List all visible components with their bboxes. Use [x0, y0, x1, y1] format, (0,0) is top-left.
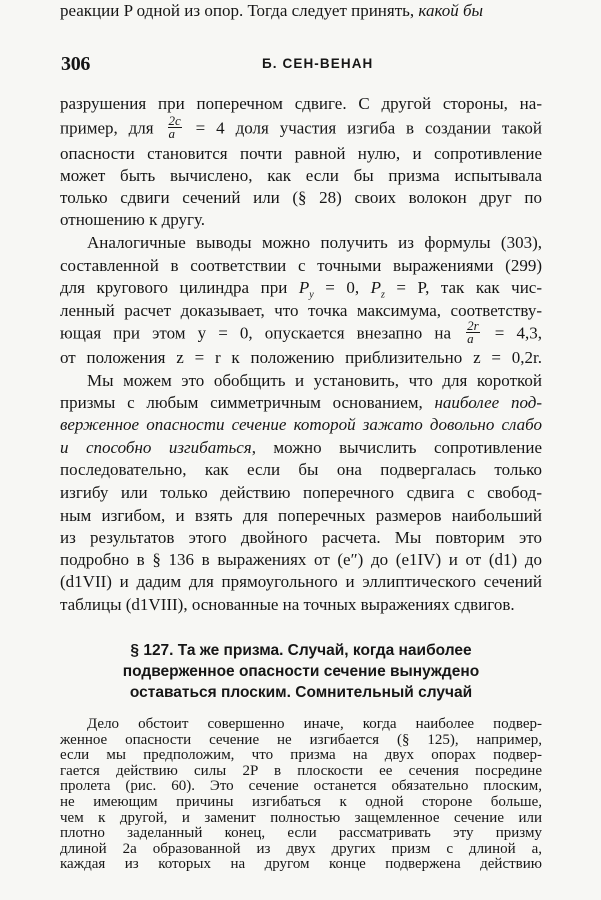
text-line: составленной в соответствии с точными выражениями (299): [60, 256, 542, 275]
text-line: гается действию силы 2P в плоскости ее сечения посредине: [60, 762, 542, 779]
text-fragment: ющая при этом y = 0, опускается внезапно на: [60, 323, 464, 343]
text-fragment: пример, для: [60, 118, 165, 138]
fraction-numerator: 2r: [467, 318, 479, 333]
text-line: последовательно, как если бы она подвергалась только: [60, 460, 542, 479]
text-line: таблицы (d1VIII), основанные на точных выражениях сдвигов.: [60, 595, 515, 614]
text-line: отношению к другу.: [60, 210, 206, 229]
math-subscript: z: [380, 289, 385, 301]
text-line: Мы можем это обобщить и установить, что для короткой: [87, 371, 542, 390]
text-line: из результатов этого двойного расчета. Мы повторим это: [60, 528, 542, 547]
italic-text: какой бы: [418, 1, 484, 20]
fraction-denominator: a: [168, 126, 175, 141]
text-line: если мы предположим, что призма на двух опорах подвер-: [60, 747, 542, 764]
text-line: [60, 437, 542, 459]
text-line: пролета (рис. 60). Это сечение останется обязательно плоским,: [60, 778, 542, 795]
text-line: от положения z = r к положению приблизительно z = 0,2r.: [60, 348, 542, 367]
text-line: подробно в § 136 в выражениях от (e″) до (e1IV) и от (d1) до: [60, 550, 542, 569]
text-line: ленный расчет доказывает, что точка максимума, соответству-: [60, 301, 542, 320]
italic-text: верженное опасности сечение которой зажато довольно слабо: [60, 415, 542, 434]
text-line: длиной 2a образованной из двух других призм с длиной a,: [60, 840, 542, 857]
text-line: каждая из которых на другом конце подвержена действию: [60, 856, 542, 873]
text-line: только сдвиги сечений или (§ 28) своих волокон друг по: [60, 188, 542, 207]
text-line: [60, 113, 542, 141]
section-heading-line: оставаться плоским. Сомнительный случай: [129, 684, 473, 701]
math-subscript: y: [309, 289, 314, 301]
text-line: опасности становится почти равной нулю, и сопротивление: [60, 144, 542, 163]
math-symbol: P: [298, 278, 310, 297]
text-line: ным изгибом, и взять для поперечных размеров наибольший: [60, 506, 542, 525]
fraction: [466, 320, 480, 345]
text-line: может быть вычислено, как если бы призма испытывала: [60, 166, 542, 185]
text-line: не имеющим причины изгибаться к одной стороне больше,: [60, 794, 542, 810]
text-line: [60, 392, 542, 414]
text-fragment: = 4 доля участия изгиба в создании такой: [184, 118, 542, 138]
text-line: плотно заделанный конец, если рассматривать эту призму: [60, 825, 542, 842]
text-fragment: , можно вычислить сопротивление: [251, 438, 543, 457]
page-number: 306: [61, 53, 91, 75]
text-line: [60, 277, 542, 299]
text-line: Аналогичные выводы можно получить из формулы (303),: [87, 233, 542, 252]
text-fragment: = 0,: [313, 278, 371, 297]
italic-text: наиболее под-: [434, 393, 542, 412]
text-fragment: призмы с любым симметричным основанием,: [60, 393, 435, 412]
text-fragment: = P, так как чис-: [384, 278, 542, 297]
italic-text: и способно изгибаться: [60, 438, 252, 457]
text-line: [60, 0, 542, 22]
text-line: Дело обстоит совершенно иначе, когда наиболее подвер-: [87, 716, 542, 732]
fraction-numerator: 2c: [168, 113, 181, 128]
text-line: изгибу или только действию поперечного сдвига с свобод-: [60, 483, 542, 502]
text-fragment: = 4,3,: [482, 323, 542, 343]
text-line: [60, 318, 542, 346]
text-line: чем к другой, и заменит полностью защемленное сечение или: [60, 809, 542, 826]
running-head: Б. СЕН-ВЕНАН: [262, 56, 374, 71]
fraction-denominator: a: [467, 331, 474, 346]
text-fragment: реакции P одной из опор. Тогда следует принять,: [60, 1, 419, 20]
text-fragment: для кругового цилиндра при: [60, 278, 299, 297]
text-line: (d1VII) и дадим для прямоугольного и эллиптического сечений: [60, 572, 542, 591]
section-heading-line: подверженное опасности сечение вынуждено: [122, 663, 480, 680]
text-line: [60, 414, 542, 436]
math-symbol: P: [370, 278, 381, 297]
text-line: разрушения при поперечном сдвиге. С другой стороны, на-: [60, 94, 542, 113]
fraction: [168, 115, 182, 140]
text-line: женное опасности сечение не изгибается (§ 125), например,: [60, 731, 542, 748]
section-heading-line: § 127. Та же призма. Случай, когда наиболее: [130, 642, 472, 659]
